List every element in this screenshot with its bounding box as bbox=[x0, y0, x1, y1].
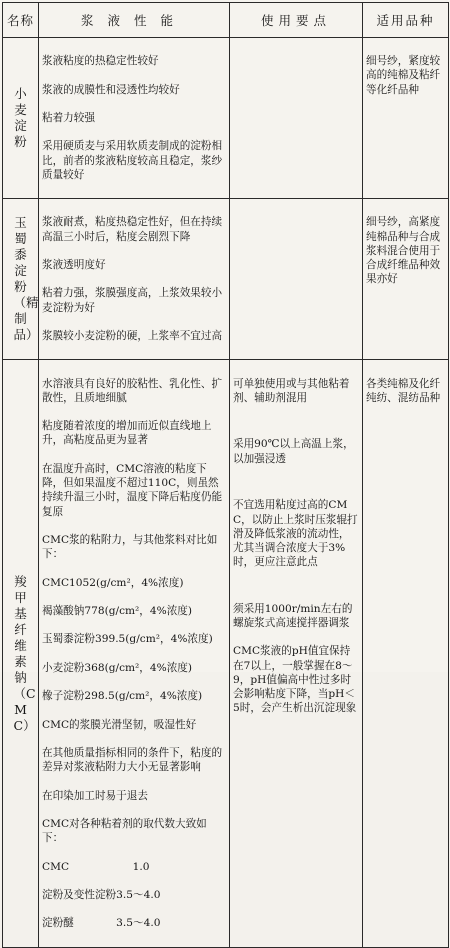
row-name: 小麦淀粉 bbox=[14, 86, 27, 150]
usage-line: 不宜选用粘度过高的CMC，以防止上浆时压浆辊打滑及降低浆液的流动性，尤其当调合浓度大于3%时，更应注意此点 bbox=[233, 499, 358, 569]
property-line: 在温度升高时，CMC溶液的粘度下降，但如果温度不超过110C，则虽然持续升温三小时，温度下降后粘度仍能复原 bbox=[42, 462, 223, 518]
property-line: CMC的浆膜光滑坚韧，吸湿性好 bbox=[42, 718, 197, 731]
usage-line: 须采用1000r/min左右的螺旋浆式高速搅拌器调浆 bbox=[233, 602, 353, 629]
header-properties: 浆液性能 bbox=[39, 3, 230, 38]
row-name: 玉蜀黍淀粉（精制品） bbox=[13, 215, 39, 343]
property-line: 在印染加工时易于退去 bbox=[42, 789, 148, 802]
property-line: 褐藻酸钠778(g/cm²，4%浓度) bbox=[42, 604, 193, 617]
usage-cell bbox=[230, 199, 363, 360]
property-line: 浆液透明度好 bbox=[42, 259, 106, 272]
spacer bbox=[233, 584, 359, 588]
property-line: 橡子淀粉298.5(g/cm²，4%浓度) bbox=[42, 690, 203, 703]
property-line: 浆膜较小麦淀粉的硬，上浆率不宜过高 bbox=[42, 330, 223, 343]
usage-cell bbox=[230, 360, 363, 947]
sizing-table bbox=[2, 2, 449, 948]
fabric-line: 细号纱，高紧度纯棉品种与合成浆料混合使用于合成纤维品种效果亦好 bbox=[366, 216, 441, 286]
fabric-line: 各类纯棉及化纤纯纺、混纺品种 bbox=[366, 377, 441, 404]
property-line: CMC浆的粘附力，与其他浆料对比如下： bbox=[42, 533, 218, 561]
row-name-cell bbox=[3, 38, 39, 199]
property-line: CMC 1.0 bbox=[42, 860, 150, 873]
fabrics-cell bbox=[363, 360, 449, 947]
property-line: 浆液的成膜性和浸透性均较好 bbox=[42, 83, 180, 96]
property-line: 粘着力强，浆膜强度高，上浆效果较小麦淀粉为好 bbox=[42, 287, 223, 314]
header-row bbox=[3, 3, 449, 38]
spacer bbox=[233, 480, 359, 484]
property-line: 淀粉醚 3.5～4.0 bbox=[42, 917, 161, 930]
table-row bbox=[3, 360, 449, 947]
properties-cell bbox=[39, 38, 230, 199]
usage-line: 可单独使用或与其他粘着剂、辅助剂混用 bbox=[233, 377, 350, 404]
fabrics-cell bbox=[363, 199, 449, 360]
usage-cell bbox=[230, 38, 363, 199]
property-line: CMC1052(g/cm²，4%浓度) bbox=[42, 576, 184, 589]
row-name-cell bbox=[3, 360, 39, 947]
property-line: CMC对各种粘着剂的取代数大致如下： bbox=[42, 817, 207, 845]
property-line: 小麦淀粉368(g/cm²，4%浓度) bbox=[42, 661, 193, 674]
property-line: 淀粉及变性淀粉3.5～4.0 bbox=[42, 888, 161, 901]
property-line: 在其他质量指标相同的条件下，粘度的差异对浆液粘附力大小无显著影响 bbox=[42, 746, 223, 774]
properties-cell bbox=[39, 360, 230, 947]
fabric-line: 细号纱，紧度较高的纯棉及粘纤等化纤品种 bbox=[366, 55, 441, 96]
header-name: 名称 bbox=[3, 3, 39, 38]
property-line: 浆液粘度的热稳定性较好 bbox=[42, 55, 159, 68]
header-usage: 使用要点 bbox=[230, 3, 363, 38]
property-line: 粘度随着浓度的增加而近似直线地上升，高粘度品更为显著 bbox=[42, 420, 212, 447]
row-name-cell bbox=[3, 199, 39, 360]
table-row bbox=[3, 199, 449, 360]
fabrics-cell bbox=[363, 38, 449, 199]
property-line: 采用硬质麦与采用软质麦制成的淀粉相比，前者的浆液粘度较高且稳定，浆纱质量较好 bbox=[42, 140, 223, 181]
property-line: 粘着力较强 bbox=[42, 112, 95, 125]
property-line: 玉蜀黍淀粉399.5(g/cm²，4%浓度) bbox=[42, 633, 213, 646]
usage-line: 采用90℃以上高温上浆，以加强浸透 bbox=[233, 438, 354, 465]
table-row bbox=[3, 38, 449, 199]
spacer bbox=[233, 419, 359, 423]
property-line: 浆液耐煮，粘度热稳定性好，但在持续高温三小时后，粘度会剧烈下降 bbox=[42, 216, 223, 243]
row-name: 羧甲基纤维素钠（CMC） bbox=[13, 573, 36, 733]
header-fabrics: 适用品种 bbox=[363, 3, 449, 38]
property-line: 水溶液具有良好的胶粘性、乳化性、扩散性，且质地细腻 bbox=[42, 377, 223, 404]
usage-line: CMC浆液的pH值宜保持在7以上，一般掌握在8～9，pH值偏高中性过多时会影响粘度下降，当pH＜5时，会产生析出沉淀现象 bbox=[233, 645, 357, 715]
properties-cell bbox=[39, 199, 230, 360]
